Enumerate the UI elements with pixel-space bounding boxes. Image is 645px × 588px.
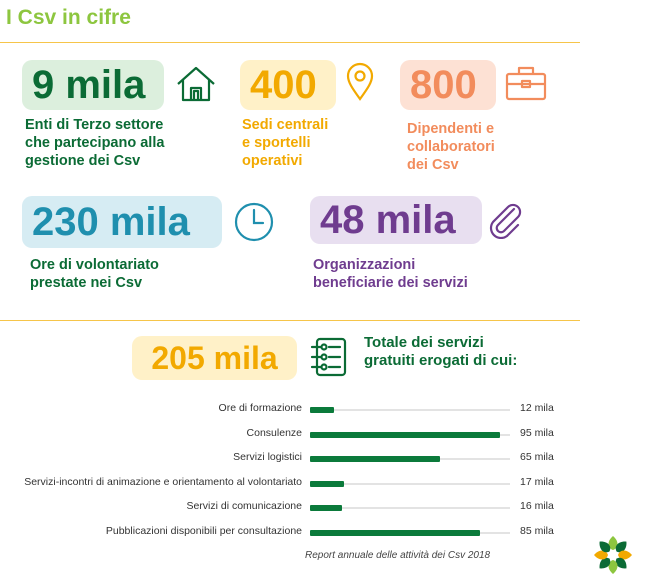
bar: [310, 505, 342, 511]
page-title: I Csv in cifre: [6, 6, 131, 29]
stat-label-enti: Enti di Terzo settore che partecipano alla gestione dei Csv: [25, 117, 165, 169]
bar-value-label: 16 mila: [520, 500, 554, 513]
bar-category-label: Pubblicazioni disponibili per consultazione: [105, 525, 302, 537]
bar: [310, 481, 344, 487]
stat-value-enti: 9 mila: [22, 60, 164, 110]
bar-value-label: 95 mila: [520, 426, 554, 439]
bar-category-label: Servizi logistici: [233, 451, 302, 464]
total-value: 205 mila: [132, 336, 297, 380]
bar-track: [310, 458, 510, 460]
bar: [310, 530, 480, 536]
bar-value-label: 65 mila: [520, 451, 554, 464]
bar-value-label: 17 mila: [520, 475, 554, 488]
clock-icon: [232, 200, 276, 244]
map-pin-icon: [343, 62, 377, 102]
bar: [310, 407, 334, 413]
bar-track: [310, 532, 510, 534]
bar-track: [310, 483, 510, 485]
stat-label-sedi: Sedi centrali e sportelli operativi: [242, 117, 329, 169]
stat-value-sedi: 400: [240, 60, 336, 110]
stat-label-dipendenti: Dipendenti e collaboratori dei Csv: [407, 121, 495, 173]
paperclip-icon: [486, 201, 522, 239]
top-divider: [0, 42, 580, 43]
total-label: Totale dei servizi gratuiti erogati di cui:: [364, 334, 518, 369]
bar-value-label: 85 mila: [520, 525, 554, 537]
stat-value-organizzazioni: 48 mila: [310, 196, 482, 244]
house-icon: [174, 62, 218, 106]
bar: [310, 456, 440, 462]
csvnet-logo: [592, 534, 634, 581]
bar-category-label: Servizi di comunicazione: [186, 500, 302, 513]
middle-divider: [0, 320, 580, 321]
stat-label-ore: Ore di volontariato prestate nei Csv: [30, 257, 159, 291]
bar-value-label: 12 mila: [520, 402, 554, 414]
stat-value-dipendenti: 800: [400, 60, 496, 110]
bar-track: [310, 507, 510, 509]
bar: [310, 432, 500, 438]
bar-category-label: Servizi-incontri di animazione e orientamento al volontariato: [24, 475, 302, 488]
stat-value-ore: 230 mila: [22, 196, 222, 248]
bar-track: [310, 409, 510, 411]
bar-track: [310, 434, 510, 436]
document-list-icon: [307, 334, 353, 380]
bar-category-label: Consulenze: [246, 426, 302, 439]
bar-category-label: Ore di formazione: [218, 402, 302, 414]
stat-label-organizzazioni: Organizzazioni beneficiarie dei servizi: [313, 257, 468, 291]
source-note: Report annuale delle attività dei Csv 2018: [305, 550, 491, 561]
briefcase-icon: [503, 63, 549, 103]
